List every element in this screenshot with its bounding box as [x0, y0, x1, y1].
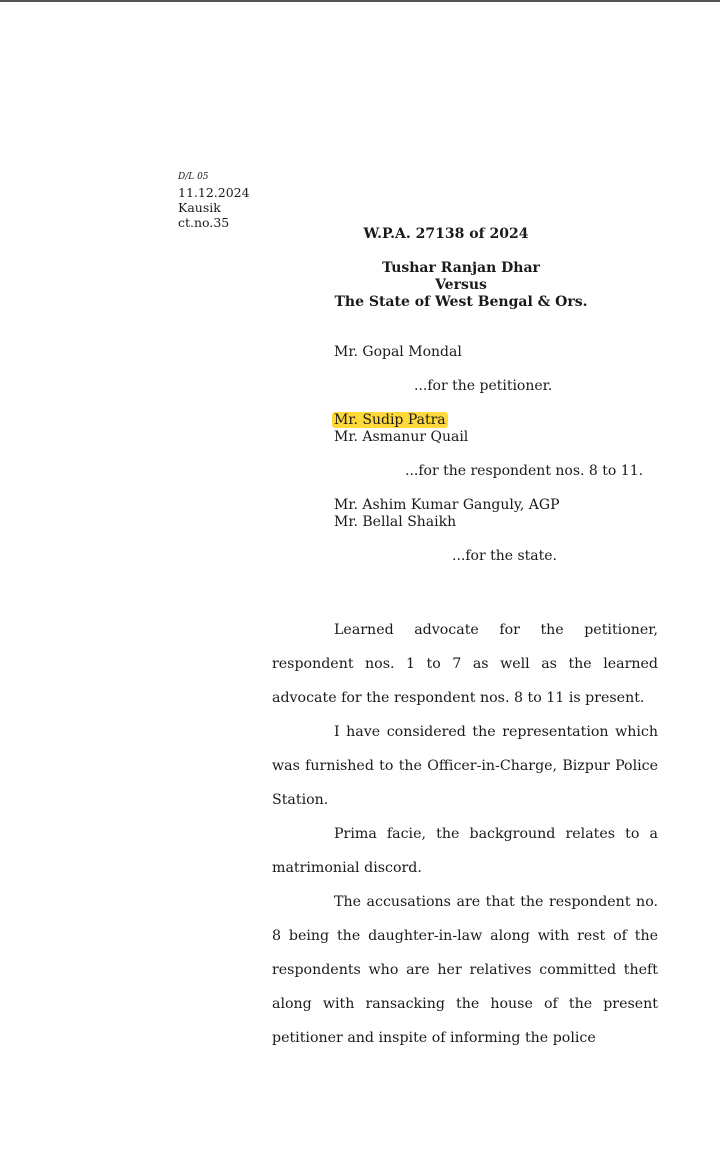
order-paragraph-2: I have considered the representation which was furnished to the Officer-in-Charge, Bizpur Police Station. — [272, 724, 658, 808]
state-counsel-2: Mr. Bellal Shaikh — [334, 514, 457, 530]
order-body — [272, 613, 658, 1055]
highlighted-counsel: Mr. Sudip Patra — [334, 412, 446, 428]
clerk-name: Kausik — [178, 200, 221, 215]
order-paragraph-4: The accusations are that the respondent no. 8 being the daughter-in-law along with rest of the respondents who are her relatives committed theft along with ransacking the house of the present petitioner and inspite of informing the police — [272, 894, 658, 1046]
respondent-counsel-2: Mr. Asmanur Quail — [334, 429, 469, 445]
petitioner-counsel: Mr. Gopal Mondal — [334, 344, 462, 360]
margin-note — [178, 170, 250, 230]
versus-label: Versus — [435, 277, 487, 293]
order-paragraph-1: Learned advocate for the petitioner, respondent nos. 1 to 7 as well as the learned advocate for the respondent nos. 8 to 11 is present. — [272, 622, 658, 706]
top-border — [0, 0, 720, 2]
case-number: W.P.A. 27138 of 2024 — [363, 226, 529, 242]
case-parties — [286, 260, 636, 311]
dl-number: D/L 05 — [178, 172, 209, 182]
petitioner-for: ...for the petitioner. — [414, 378, 553, 394]
state-for: ...for the state. — [452, 548, 557, 564]
order-date: 11.12.2024 — [178, 185, 250, 200]
petitioner-name: Tushar Ranjan Dhar — [382, 260, 540, 276]
respondent-for: ...for the respondent nos. 8 to 11. — [405, 463, 644, 479]
respondent-name: The State of West Bengal & Ors. — [334, 294, 588, 310]
court-number: ct.no.35 — [178, 215, 230, 230]
order-paragraph-3: Prima facie, the background relates to a matrimonial discord. — [272, 826, 658, 876]
respondent-counsel-block — [334, 412, 468, 446]
state-counsel-block — [334, 497, 560, 531]
state-counsel-1: Mr. Ashim Kumar Ganguly, AGP — [334, 497, 560, 513]
